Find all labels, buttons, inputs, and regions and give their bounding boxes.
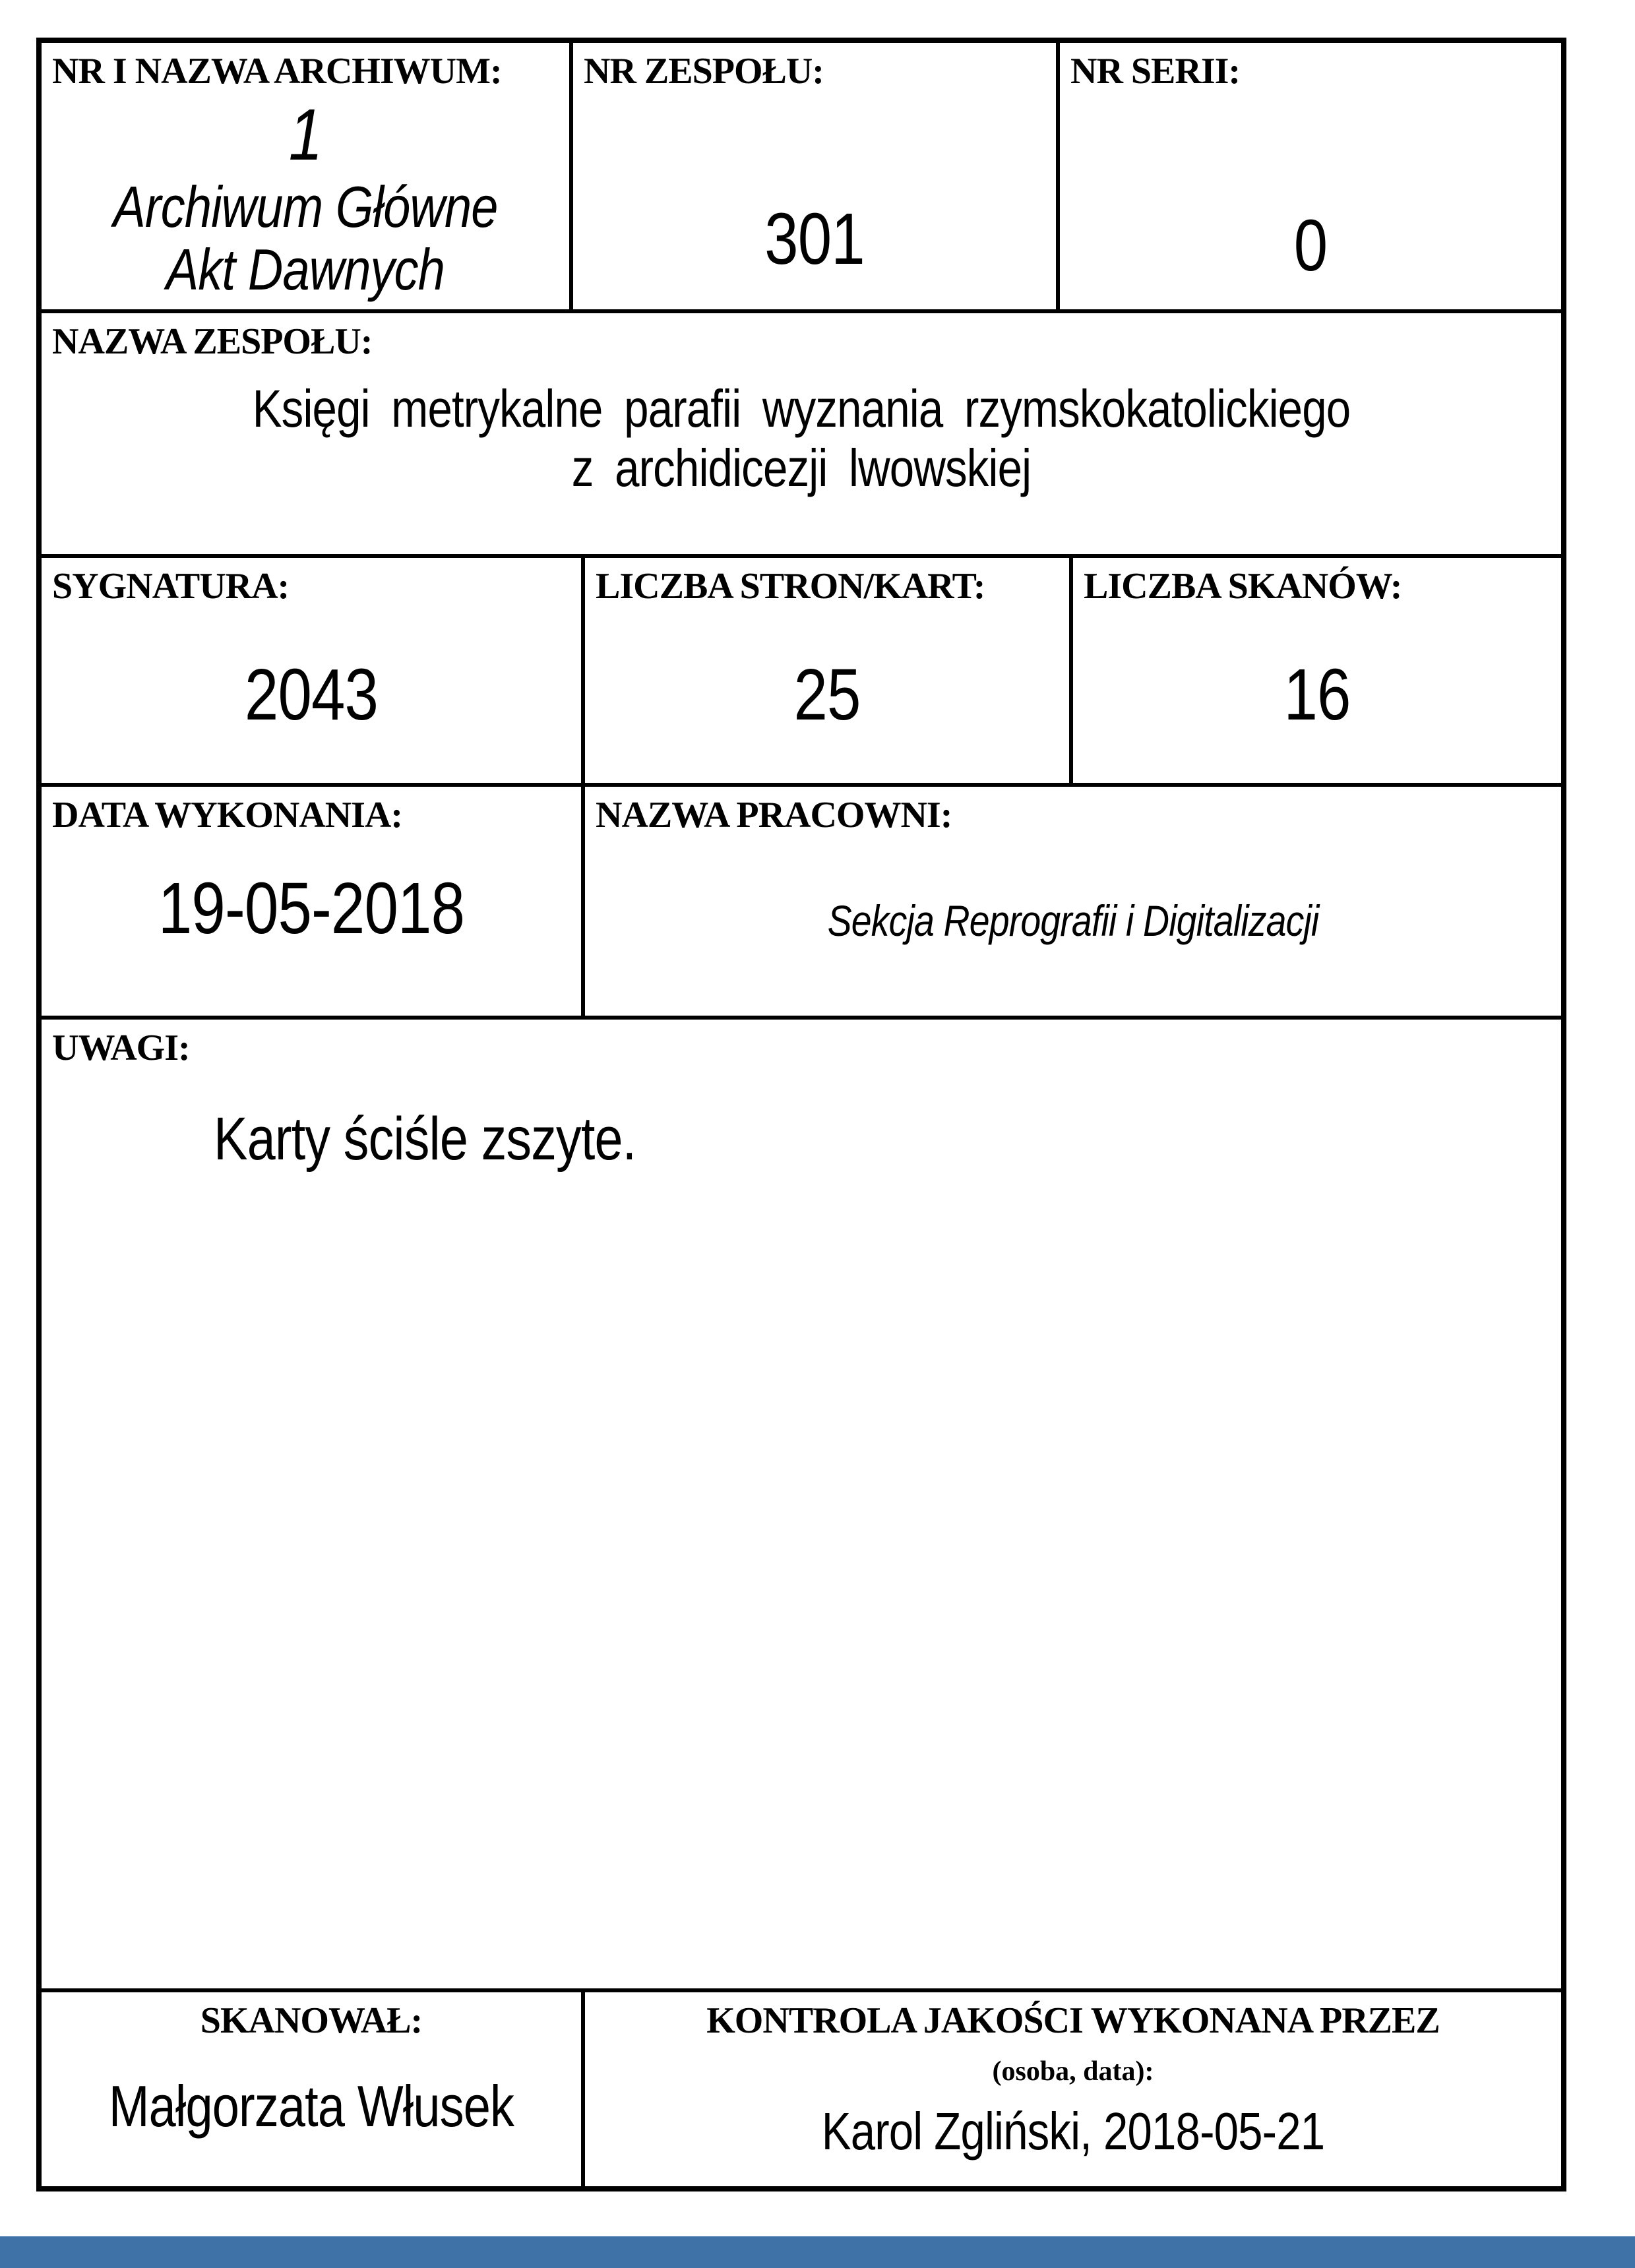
pracownia-cell [581,787,1561,1016]
strony-label: LICZBA STRON/KART: [596,566,985,607]
zespol-name-line2: z archidicezji lwowskiej [571,438,1032,497]
seria-number-cell [1056,43,1561,309]
scan-edge-bar [0,2236,1635,2268]
skany-label: LICZBA SKANÓW: [1084,566,1402,607]
skany-cell [1069,558,1561,783]
archive-cell [42,43,569,309]
row-data-pracownia [42,783,1561,1016]
skanowal-value: Małgorzata Włusek [108,2073,514,2139]
pracownia-value: Sekcja Reprografii i Digitalizacji [827,896,1319,945]
archive-number-value: 1 [288,94,323,175]
metadata-form-table [36,38,1566,2191]
row-zespol-name [42,309,1561,554]
uwagi-label: UWAGI: [52,1027,190,1068]
archive-label: NR I NAZWA ARCHIWUM: [52,51,502,92]
archive-name-line2: Akt Dawnych [166,236,445,302]
zespol-number-label: NR ZESPOŁU: [584,51,824,92]
sygnatura-label: SYGNATURA: [52,566,290,607]
uwagi-value: Karty ściśle zszyte. [214,1105,636,1173]
sygnatura-value: 2043 [244,654,379,735]
row-archive-zespol-seria [42,43,1561,309]
zespol-name-label: NAZWA ZESPOŁU: [52,321,373,362]
zespol-number-cell [569,43,1056,309]
uwagi-cell [42,1020,1561,1988]
zespol-number-value: 301 [764,198,865,280]
seria-number-value: 0 [1293,204,1328,286]
archive-name-line1: Archiwum Główne [113,173,498,239]
kontrola-value: Karol Zgliński, 2018-05-21 [821,2101,1325,2161]
zespol-name-line1: Księgi metrykalne parafii wyznania rzymskokatolickiego [252,379,1351,438]
data-wykonania-value: 19-05-2018 [158,867,465,949]
kontrola-label-line2: (osoba, data): [992,2056,1154,2087]
kontrola-cell [581,1992,1561,2186]
kontrola-label-line1: KONTROLA JAKOŚCI WYKONANA PRZEZ [706,2000,1440,2041]
skanowal-cell [42,1992,581,2186]
seria-number-label: NR SERII: [1070,51,1241,92]
data-wykonania-label: DATA WYKONANIA: [52,795,403,836]
data-wykonania-cell [42,787,581,1016]
skanowal-label: SKANOWAŁ: [200,2000,423,2041]
skany-value: 16 [1283,654,1351,735]
sygnatura-cell [42,558,581,783]
strony-cell [581,558,1069,783]
row-skanowal-kontrola [42,1988,1561,2186]
pracownia-label: NAZWA PRACOWNI: [596,795,952,836]
strony-value: 25 [793,654,861,735]
row-uwagi [42,1016,1561,1988]
zespol-name-cell [42,313,1561,554]
row-sygnatura-strony-skany [42,554,1561,783]
